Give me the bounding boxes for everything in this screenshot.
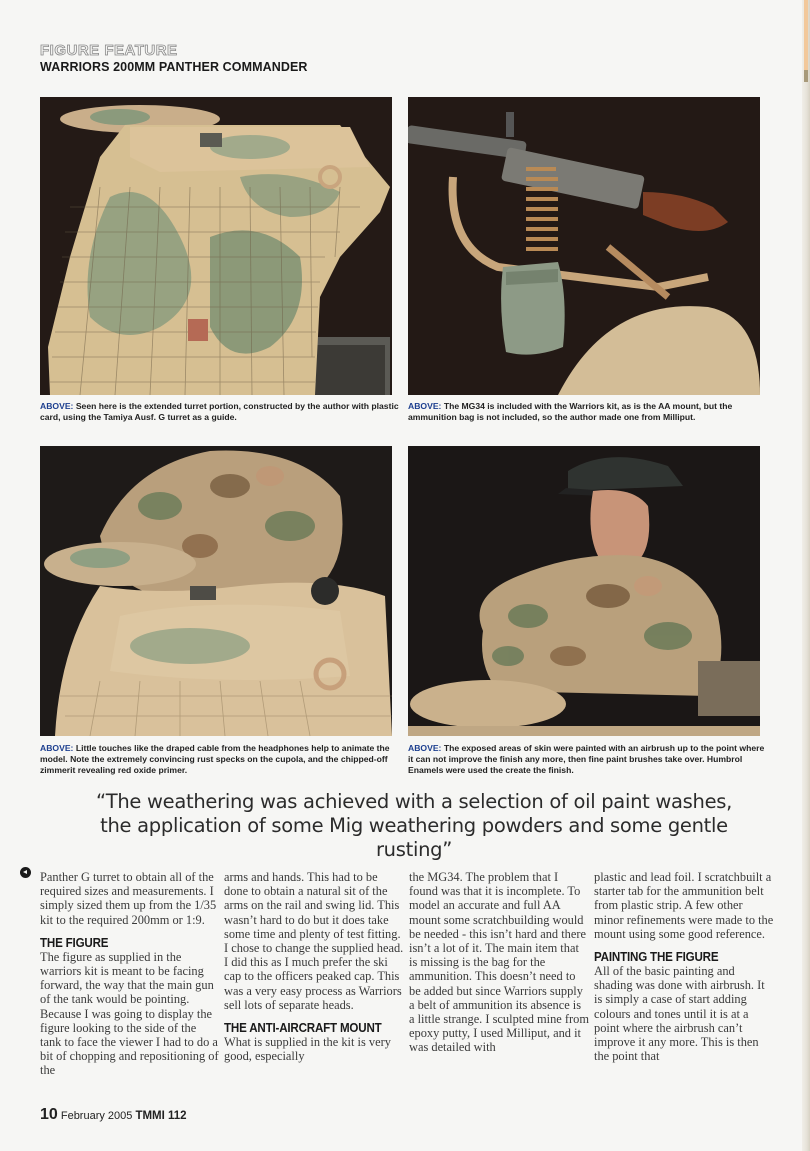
section-heading-anti-aircraft-mount: THE ANTI-AIRCRAFT MOUNT [224,1021,382,1036]
section-kicker: FIGURE FEATURE [40,42,178,59]
continued-arrow-icon [20,867,31,878]
page-header [40,43,308,74]
page-edge [802,0,810,1151]
body-paragraph: The figure as supplied in the warriors kit is meant to be facing forward, the way that the main gun of the tank would be pointing. Because I was going to display the figure looking to the side of the tank to face the viewer I had to do a bit of chopping and repositioning of the [40,949,219,1078]
magazine-issue: TMMI 112 [135,1110,187,1122]
body-column-4 [594,870,774,1072]
photo-figure-rear-cupola [40,446,392,736]
photo-caption [408,743,768,776]
body-column-2 [224,870,404,1072]
issue-date: February 2005 [57,1110,136,1122]
body-paragraph: arms and hands. This had to be done to obtain a natural sit of the arms on the rail and swing lid. This wasn’t hard to do but it does take some time and plenty of test fitting. I chose to change the supplied head. I did this as I much prefer the ski cap to the officers peaked cap. This was a very easy process as Warriors sell lots of separate heads. [224,870,404,1012]
caption-lead: ABOVE: [40,401,74,411]
photo-caption [408,401,768,423]
caption-lead: ABOVE: [408,743,442,753]
photo-caption [40,743,400,776]
photo-caption [40,401,400,423]
pull-quote: “The weathering was achieved with a selection of oil paint washes, the application of some Mig weathering powders and some gentle rusting” [95,790,733,861]
photo-figure-ski-cap [408,446,760,736]
caption-text: The exposed areas of skin were painted with an airbrush up to the point where it can not improve the finish any more, then fine paint brushes take over. Humbrol Enamels were used the create the finish. [408,743,765,775]
body-paragraph: All of the basic painting and shading was done with airbrush. It is simply a case of start adding colours and tones until it is at a point where the airbrush can’t improve it any more. This is then the point that [594,964,765,1064]
section-heading-the-figure: THE FIGURE [40,935,109,950]
page-footer [40,1106,187,1124]
body-column-1 [40,870,220,1087]
body-paragraph: What is supplied in the kit is very good, especially [224,1035,391,1064]
page-tab-marker [804,0,808,70]
body-paragraph: plastic and lead foil. I scratchbuilt a starter tab for the ammunition belt from plastic strip. A few other minor refinements were made to the mount using some good reference. [594,870,774,941]
caption-text: Little touches like the draped cable from the headphones help to animate the model. Note the extremely convincing rust specks on the cupola, and the chipped-off zimmerit revealing red oxide primer. [40,743,390,775]
body-paragraph: Panther G turret to obtain all of the required sizes and measurements. I simply sized them up from the 1/35 kit to the required 200mm or 1:9. [40,870,217,927]
caption-lead: ABOVE: [40,743,74,753]
page-number: 10 [40,1106,58,1123]
section-heading-painting-the-figure: PAINTING THE FIGURE [594,950,719,965]
photo-turret-zimmerit [40,97,392,395]
photo-mg34-aa-mount [408,97,760,395]
body-paragraph: the MG34. The problem that I found was that it is incomplete. To model an accurate and full AA mount some scratchbuilding would be needed - this isn’t hard and there isn’t a lot of it. The main item that is missing is the bag for the ammunition. This doesn’t need to be added but since Warriors supply a belt of ammunition its absence is a little strange. I sculpted mine from epoxy putty, I used Milliput, and it was detailed with [409,870,589,1055]
page-tab-marker-dark [804,70,808,82]
caption-lead: ABOVE: [408,401,442,411]
page-title: WARRIORS 200MM PANTHER COMMANDER [40,60,308,74]
caption-text: The MG34 is included with the Warriors kit, as is the AA mount, but the ammunition bag is not included, so the author made one from Milliput. [408,401,733,422]
caption-text: Seen here is the extended turret portion, constructed by the author with plastic card, using the Tamiya Ausf. G turret as a guide. [40,401,399,422]
body-column-3 [409,870,589,1064]
